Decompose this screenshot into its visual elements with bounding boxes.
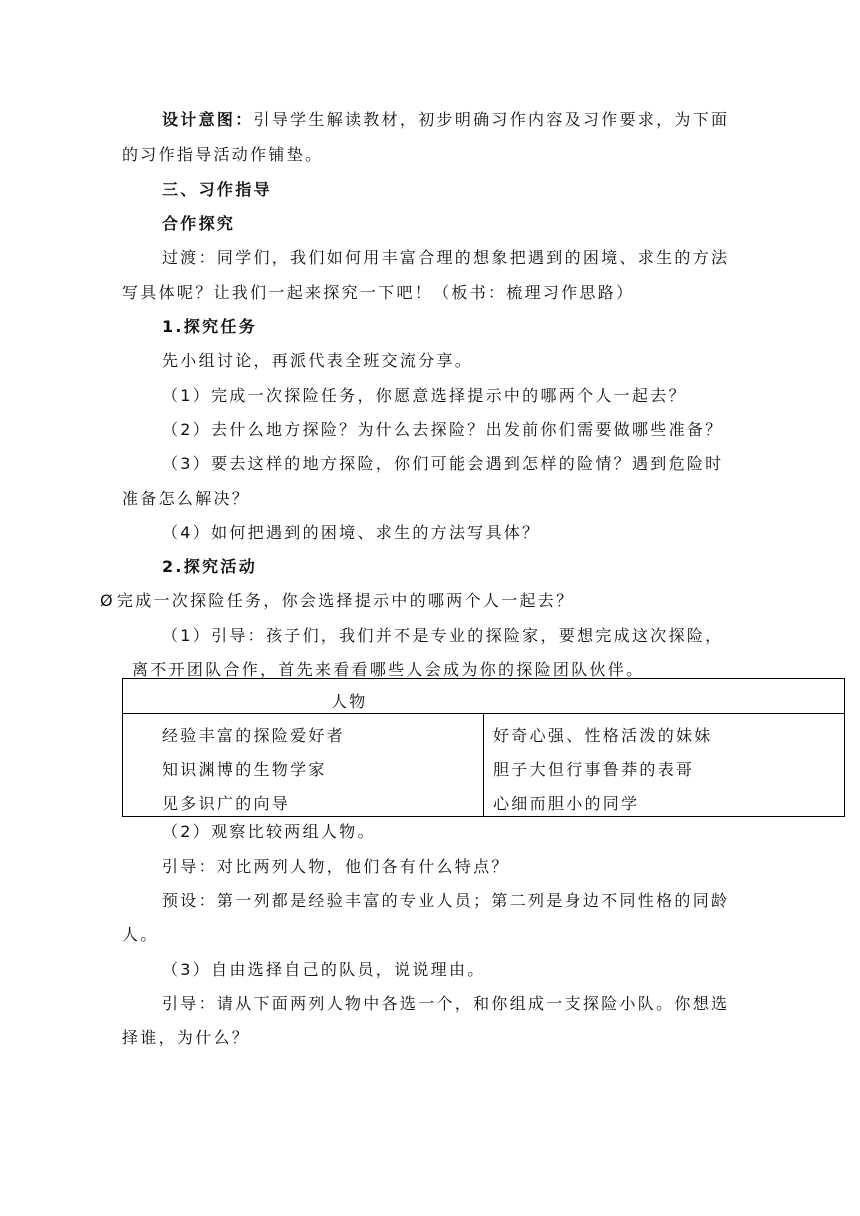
task-intro: 先小组讨论，再派代表全班交流分享。 xyxy=(162,351,474,370)
table-right-item: 好奇心强、性格活泼的妹妹 xyxy=(493,726,713,745)
bullet-icon: Ø xyxy=(100,591,115,610)
step-2-guide: 引导：对比两列人物，他们各有什么特点？ xyxy=(162,857,510,876)
task-question-2: （2）去什么地方探险？为什么去探险？出发前你们需要做哪些准备？ xyxy=(162,420,724,439)
design-intent-text: 引导学生解读教材，初步明确习作内容及习作要求，为下面 xyxy=(253,110,730,129)
transition-line-2: 写具体呢？让我们一起来探究一下吧！（板书：梳理习作思路） xyxy=(122,283,635,302)
transition-line-1: 过渡：同学们，我们如何用丰富合理的想象把遇到的困境、求生的方法 xyxy=(162,248,730,267)
design-intent-label: 设计意图： xyxy=(162,110,254,129)
table-header-cell xyxy=(123,679,845,714)
section-heading-3: 三、习作指导 xyxy=(162,180,272,199)
persons-table xyxy=(122,678,845,817)
task-question-4: （4）如何把遇到的困境、求生的方法写具体？ xyxy=(162,523,541,542)
step-2-title: （2）观察比较两组人物。 xyxy=(162,822,376,841)
design-intent-line xyxy=(162,110,729,130)
activity-heading: 2.探究活动 xyxy=(162,557,258,576)
step-3-title: （3）自由选择自己的队员，说说理由。 xyxy=(162,960,486,979)
step-3-guide-b: 择谁，为什么？ xyxy=(122,1028,251,1047)
table-left-item: 经验丰富的探险爱好者 xyxy=(162,726,346,745)
table-left-item: 见多识广的向导 xyxy=(162,794,291,813)
table-right-item: 胆子大但行事鲁莽的表哥 xyxy=(493,760,695,779)
task-question-3b: 准备怎么解决？ xyxy=(122,489,251,508)
activity-bullet-text: 完成一次探险任务，你会选择提示中的哪两个人一起去？ xyxy=(116,591,575,610)
coop-heading: 合作探究 xyxy=(162,214,236,233)
table-right-item: 心细而胆小的同学 xyxy=(493,794,640,813)
activity-guide-1b: 离不开团队合作，首先来看看哪些人会成为你的探险团队伙伴。 xyxy=(132,660,645,679)
step-2-preset-b: 人。 xyxy=(122,925,159,944)
table-left-item: 知识渊博的生物学家 xyxy=(162,760,327,779)
table-left-column xyxy=(123,714,484,817)
task-heading: 1.探究任务 xyxy=(162,317,258,336)
design-intent-continuation: 的习作指导活动作铺垫。 xyxy=(122,145,324,164)
table-right-column xyxy=(484,714,845,817)
step-2-preset-a: 预设：第一列都是经验丰富的专业人员；第二列是身边不同性格的同龄 xyxy=(162,891,730,910)
table-header: 人物 xyxy=(331,692,368,711)
step-3-guide-a: 引导：请从下面两列人物中各选一个，和你组成一支探险小队。你想选 xyxy=(162,994,730,1013)
task-question-1: （1）完成一次探险任务，你愿意选择提示中的哪两个人一起去？ xyxy=(162,386,687,405)
activity-guide-1a: （1）引导：孩子们，我们并不是专业的探险家，要想完成这次探险， xyxy=(162,626,724,645)
task-question-3a: （3）要去这样的地方探险，你们可能会遇到怎样的险情？遇到危险时 xyxy=(162,454,724,473)
activity-bullet-line xyxy=(100,591,574,611)
